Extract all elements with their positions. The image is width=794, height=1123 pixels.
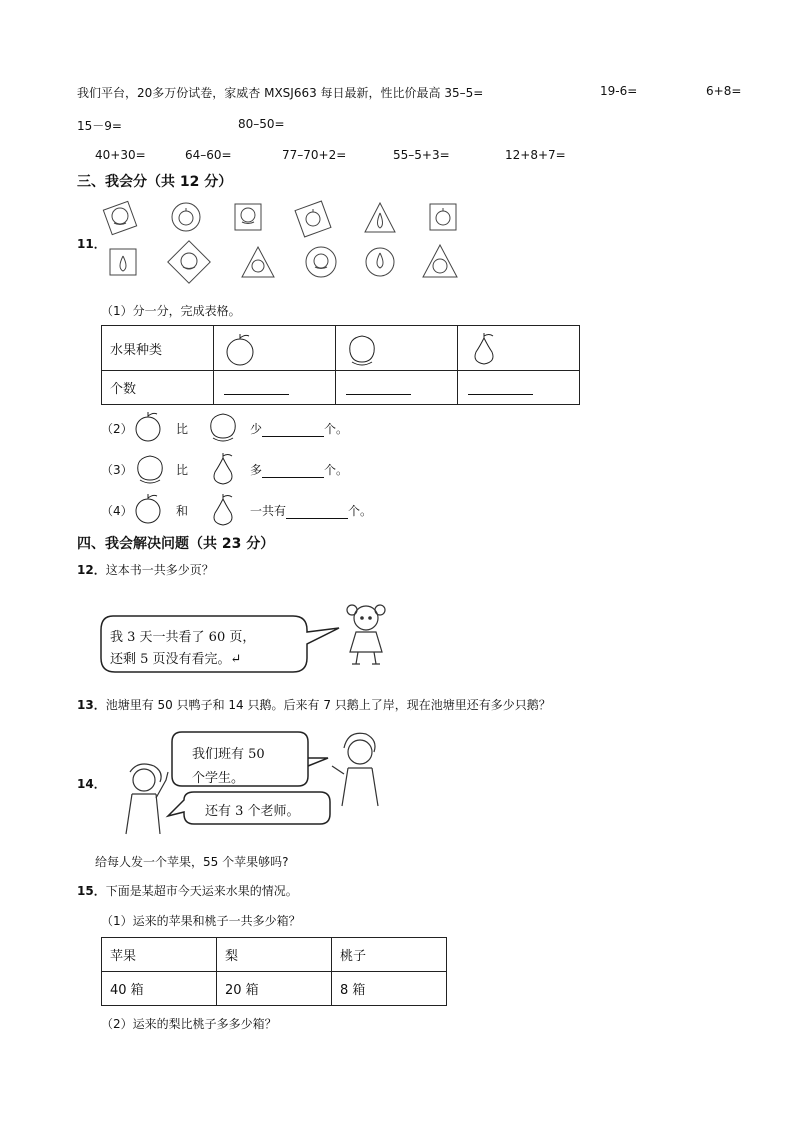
boy-pointing-illustration — [116, 758, 176, 838]
header-line — [77, 84, 483, 101]
pear-cell — [458, 326, 580, 371]
expr-55-5-3: 55–5+3= — [393, 148, 450, 162]
pear-icon — [208, 450, 240, 486]
question-12 — [77, 561, 214, 578]
pear-count-cell[interactable] — [458, 371, 580, 405]
question-12-text: 这本书一共多少页？ — [105, 563, 214, 577]
section-4-title: 四、我会解决问题（共 23 分） — [77, 536, 275, 552]
sub2-prefix: （2） — [101, 422, 133, 436]
q12-bubble-line1: 我 3 天一共看了 60 页， — [110, 630, 256, 645]
q14-question: 给每人发一个苹果，55 个苹果够吗? — [95, 855, 289, 869]
pear-in-square-icon — [110, 249, 136, 275]
header-pear: 梨 — [217, 938, 332, 972]
expr-80-50: 80–50= — [238, 117, 285, 131]
peach-in-rotated-square-icon — [168, 241, 210, 283]
header-peach: 桃子 — [332, 938, 447, 972]
apple-icon — [132, 492, 164, 524]
q14-bubble1-line1: 我们班有 50 — [192, 747, 265, 762]
apple-icon — [222, 330, 262, 370]
question-15-number: 15． — [77, 884, 106, 898]
peach-in-rotated-square-icon — [103, 201, 136, 234]
apple-in-circle-icon — [172, 203, 200, 231]
fruit-type-label: 水果种类 — [102, 326, 214, 371]
question-13 — [77, 696, 551, 713]
apple-cell — [214, 326, 336, 371]
q11-sub2-answer[interactable]: 少 个。 — [250, 422, 349, 436]
count-label: 个数 — [102, 371, 214, 405]
peach-in-square-icon — [235, 204, 261, 230]
q11-sub1: （1）分一分，完成表格。 — [101, 304, 241, 318]
apple-count-cell[interactable] — [214, 371, 336, 405]
expr-77-70-2: 77–70+2= — [282, 148, 347, 162]
question-12-number: 12． — [77, 563, 106, 577]
q11-sub4-answer[interactable]: 一共有 个。 — [250, 504, 373, 518]
question-15-text: 下面是某超市今天运来水果的情况。 — [105, 884, 298, 898]
question-14-number: 14． — [77, 777, 106, 791]
boy-illustration — [330, 728, 390, 808]
section-3-title: 三、我会分（共 12 分） — [77, 174, 233, 190]
peach-icon — [133, 452, 169, 486]
peach-icon — [206, 410, 242, 444]
expr-12-8-7: 12+8+7= — [505, 148, 566, 162]
fruit-delivery-table — [101, 937, 447, 1006]
expr-6-8: 6+8= — [706, 84, 742, 98]
peach-count-cell[interactable] — [336, 371, 458, 405]
header-text: 我们平台，20多万份试卷，家威杏 MXSJ663 每日最新，性比价最高 — [77, 86, 441, 100]
value-peach: 8 箱 — [332, 972, 447, 1006]
expr-35-5: 35–5= — [444, 86, 484, 100]
q14-bubble1-line2: 个学生。 — [192, 771, 245, 786]
pear-icon — [208, 491, 240, 527]
header-apple: 苹果 — [102, 938, 217, 972]
q11-sub3-answer[interactable]: 多 个。 — [250, 463, 349, 477]
peach-in-triangle-icon — [423, 245, 457, 277]
q11-sub2 — [101, 420, 133, 437]
question-11-number: 11． — [77, 237, 106, 251]
apple-in-triangle-icon — [242, 247, 274, 277]
q14-bubble2: 还有 3 个老师。 — [205, 804, 300, 819]
sub2-mid: 比 — [176, 422, 189, 436]
q12-bubble-line2: 还剩 5 页没有看完。↵ — [110, 652, 242, 667]
pear-in-circle-icon — [366, 248, 394, 276]
expr-19-6: 19-6= — [600, 84, 638, 98]
sub3-prefix: （3） — [101, 463, 133, 477]
expr-64-60: 64–60= — [185, 148, 232, 162]
value-pear: 20 箱 — [217, 972, 332, 1006]
apple-in-rotated-square-icon — [295, 201, 331, 237]
expr-15-9: 15－9= — [77, 119, 122, 133]
question-13-number: 13． — [77, 698, 106, 712]
q15-sub1: （1）运来的苹果和桃子一共多少箱？ — [101, 914, 301, 928]
sub4-prefix: （4） — [101, 504, 133, 518]
value-apple: 40 箱 — [102, 972, 217, 1006]
peach-in-circle-icon — [306, 247, 336, 277]
expr-40-30: 40+30= — [95, 148, 146, 162]
pear-icon — [466, 330, 506, 370]
fruit-count-table — [101, 325, 580, 405]
peach-cell — [336, 326, 458, 371]
peach-icon — [344, 330, 384, 370]
apple-icon — [132, 410, 164, 442]
girl-illustration — [336, 600, 396, 670]
question-13-text: 池塘里有 50 只鸭子和 14 只鹅。后来有 7 只鹅上了岸，现在池塘里还有多少只鹅？ — [105, 698, 551, 712]
sub3-mid: 比 — [176, 463, 189, 477]
q15-sub2: （2）运来的梨比桃子多多少箱？ — [101, 1017, 277, 1031]
apple-in-square-icon — [430, 204, 456, 230]
pear-in-triangle-icon — [365, 203, 395, 232]
question-15 — [77, 882, 298, 899]
sub4-mid: 和 — [176, 504, 189, 518]
